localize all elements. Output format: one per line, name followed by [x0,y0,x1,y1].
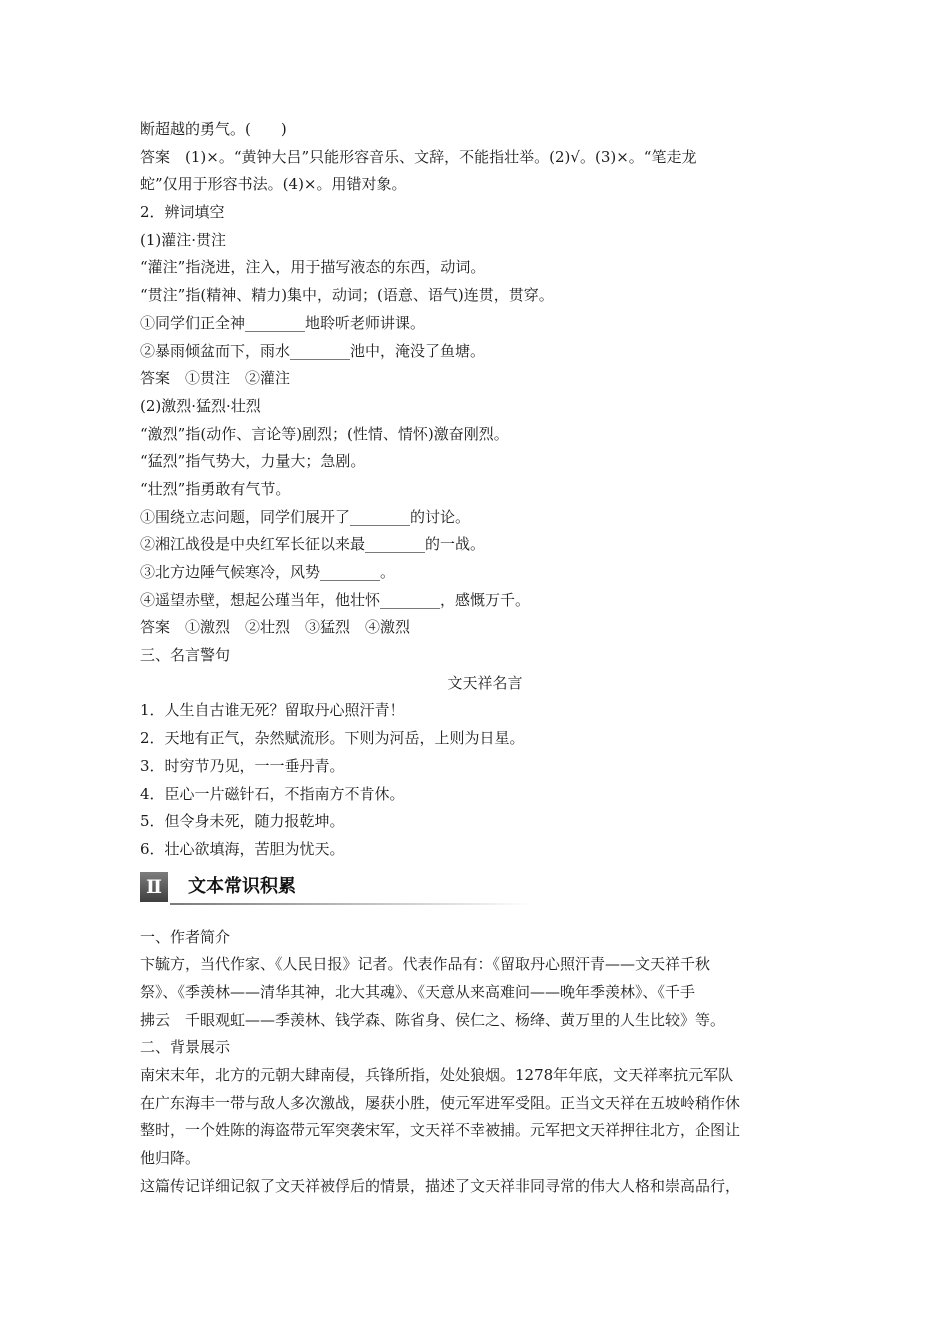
section-heading: 一、作者简介 [140,927,231,946]
section-banner-title: 文本常识积累 [188,875,296,897]
quote-item: 1．人生自古谁无死？留取丹心照汗青！ [140,701,405,720]
answer-line: 答案 (1)×。“黄钟大吕”只能形容音乐、文辞，不能指壮举。(2)√。(3)×。“笔走龙 [140,147,697,166]
fill-blank-line: ③北方边陲气候寒冷，风势________。 [140,563,396,581]
answer-line: 答案 ①贯注 ②灌注 [140,369,291,388]
paragraph-line: 拂云 千眼观虹——季羡林、钱学森、陈省身、侯仁之、杨绛、黄万里的人生比较》等。 [140,1010,726,1029]
fill-blank-line: ②暴雨倾盆而下，雨水________池中，淹没了鱼塘。 [140,341,486,360]
question-heading: 2．辨词填空 [140,203,225,222]
quotes-title: 文天祥名言 [447,673,523,692]
definition-line: “激烈”指(动作、言论等)剧烈；(性情、情怀)激奋刚烈。 [140,424,509,443]
background-section [140,924,830,1201]
section-banner-underline [170,903,530,905]
text-line: 蛇”仅用于形容书法。(4)×。用错对象。 [140,175,407,194]
paragraph-line: 他归降。 [140,1149,201,1168]
section-banner [140,870,830,910]
definition-line: “灌注”指浇进，注入，用于描写液态的东西，动词。 [140,258,486,277]
fill-blank-line: ①同学们正全神________地聆听老师讲课。 [140,313,426,332]
word-pair-heading: (1)灌注·贯注 [140,230,227,249]
quote-item: 6．壮心欲填海，苦胆为忧天。 [140,839,345,858]
section-heading: 二、背景展示 [140,1038,231,1057]
definition-line: “贯注”指(精神、精力)集中，动词；(语意、语气)连贯，贯穿。 [140,286,554,305]
fill-blank-line: ②湘江战役是中央红军长征以来最________的一战。 [140,535,486,554]
paragraph-line: 整时，一个姓陈的海盗带元军突袭宋军，文天祥不幸被捕。元军把文天祥押往北方，企图让 [140,1121,741,1140]
quote-item: 2．天地有正气，杂然赋流形。下则为河岳，上则为日星。 [140,729,525,748]
quote-item: 4．臣心一片磁针石，不指南方不肯休。 [140,784,405,803]
quotes-section [140,670,830,864]
answer-line: 答案 ①激烈 ②壮烈 ③猛烈 ④激烈 [140,618,411,637]
section-numeral-badge: Ⅱ [140,872,168,902]
section-heading: 三、名言警句 [140,646,231,665]
paragraph-line: 南宋末年，北方的元朝大肆南侵，兵锋所指，处处狼烟。1278年年底，文天祥率抗元军队 [140,1066,734,1084]
paragraph-line: 这篇传记详细记叙了文天祥被俘后的情景，描述了文天祥非同寻常的伟大人格和崇高品行， [140,1176,741,1195]
paragraph-line: 在广东海丰一带与敌人多次激战，屡获小胜，使元军进军受阻。正当文天祥在五坡岭稍作休 [140,1093,741,1112]
word-group-heading: (2)激烈·猛烈·壮烈 [140,396,261,415]
fill-blank-line: ①围绕立志问题，同学们展开了________的讨论。 [140,507,471,526]
document-page [140,116,830,1200]
text-line: 断超越的勇气。( ) [140,120,287,138]
quote-item: 5．但令身未死，随力报乾坤。 [140,812,345,831]
paragraph-line: 祭》、《季羡林——清华其神，北大其魂》、《天意从来高难问——晚年季羡林》、《千手 [140,982,696,1001]
quote-item: 3．时穷节乃见，一一垂丹青。 [140,756,345,775]
fill-blank-line: ④遥望赤壁，想起公瑾当年，他壮怀________，感慨万千。 [140,590,531,609]
definition-line: “猛烈”指气势大，力量大；急剧。 [140,452,366,471]
paragraph-line: 卞毓方，当代作家、《人民日报》记者。代表作品有：《留取丹心照汗青——文天祥千秋 [140,955,711,974]
definition-line: “壮烈”指勇敢有气节。 [140,479,291,498]
answer-and-vocab-section [140,116,830,670]
